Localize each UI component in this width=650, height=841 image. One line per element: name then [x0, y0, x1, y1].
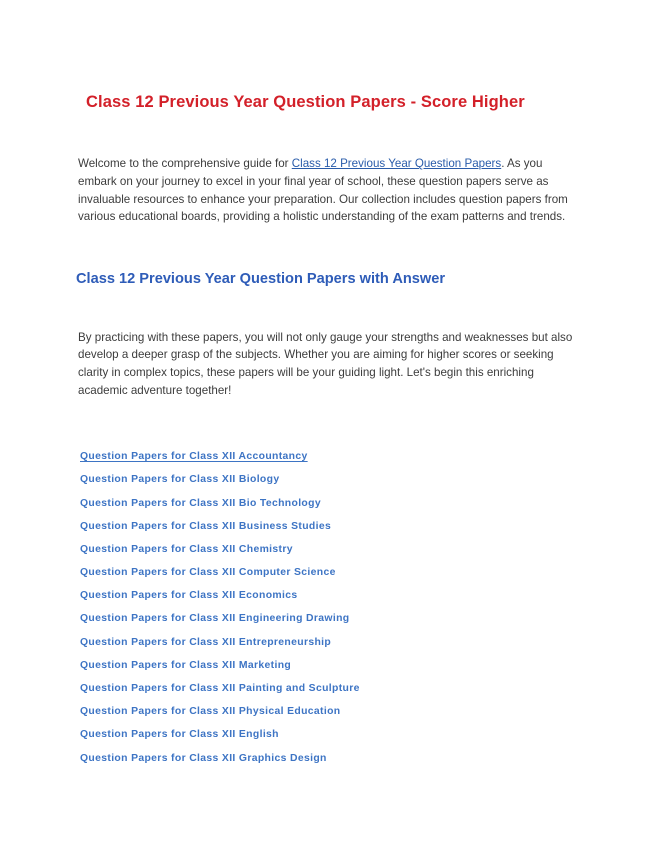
link-business-studies[interactable]: Question Papers for Class XII Business Studies: [80, 520, 332, 532]
page-title: Class 12 Previous Year Question Papers - Score Higher: [86, 93, 525, 111]
section-paragraph: By practicing with these papers, you will not only gauge your strengths and weaknesses but also develop a deeper grasp of the subjects. Whether you are aiming for higher scores or seeking clarity in complex topics, these papers will be your guiding light. Let's begin this enriching academic adventure together!: [78, 330, 573, 397]
list-item: [80, 513, 578, 536]
link-biology[interactable]: Question Papers for Class XII Biology: [80, 474, 280, 486]
link-engineering-drawing[interactable]: Question Papers for Class XII Engineering Drawing: [80, 613, 350, 625]
link-economics[interactable]: Question Papers for Class XII Economics: [80, 590, 298, 602]
link-entrepreneurship[interactable]: Question Papers for Class XII Entrepreneurship: [80, 636, 332, 648]
inline-link-class-12-question-papers[interactable]: Class 12 Previous Year Question Papers: [291, 157, 502, 171]
link-graphics-design[interactable]: Question Papers for Class XII Graphics Design: [80, 752, 327, 764]
list-item: [80, 652, 578, 675]
intro-text-after-link: . As you embark on your journey to excel in your final year of school, these question papers serve as invaluable resources to enhance your preparation. Our collection includes question papers from various educational boards, providing a holistic understanding of the exam patterns and trends.: [78, 157, 568, 224]
list-item: [80, 698, 578, 721]
list-item: [80, 629, 578, 652]
link-bio-technology[interactable]: Question Papers for Class XII Bio Technology: [80, 497, 321, 509]
link-computer-science[interactable]: Question Papers for Class XII Computer Science: [80, 567, 336, 579]
link-painting-and-sculpture[interactable]: Question Papers for Class XII Painting and Sculpture: [80, 683, 360, 695]
link-marketing[interactable]: Question Papers for Class XII Marketing: [80, 659, 292, 671]
intro-text-before-link: Welcome to the comprehensive guide for: [78, 157, 292, 171]
list-item: [80, 559, 578, 582]
link-english[interactable]: Question Papers for Class XII English: [80, 729, 279, 741]
list-item: [80, 490, 578, 513]
question-paper-link-list: [80, 443, 578, 768]
list-item: [80, 721, 578, 744]
list-item: [80, 466, 578, 489]
intro-paragraph: [78, 155, 578, 225]
document-content: [78, 92, 578, 768]
list-item: [80, 536, 578, 559]
list-item: [80, 745, 578, 768]
list-item: [80, 582, 578, 605]
list-item: [80, 443, 578, 466]
list-item: [80, 605, 578, 628]
link-chemistry[interactable]: Question Papers for Class XII Chemistry: [80, 543, 293, 555]
section-heading: Class 12 Previous Year Question Papers with Answer: [76, 270, 446, 287]
link-physical-education[interactable]: Question Papers for Class XII Physical Education: [80, 706, 341, 718]
link-accountancy[interactable]: Question Papers for Class XII Accountancy: [80, 451, 308, 463]
list-item: [80, 675, 578, 698]
